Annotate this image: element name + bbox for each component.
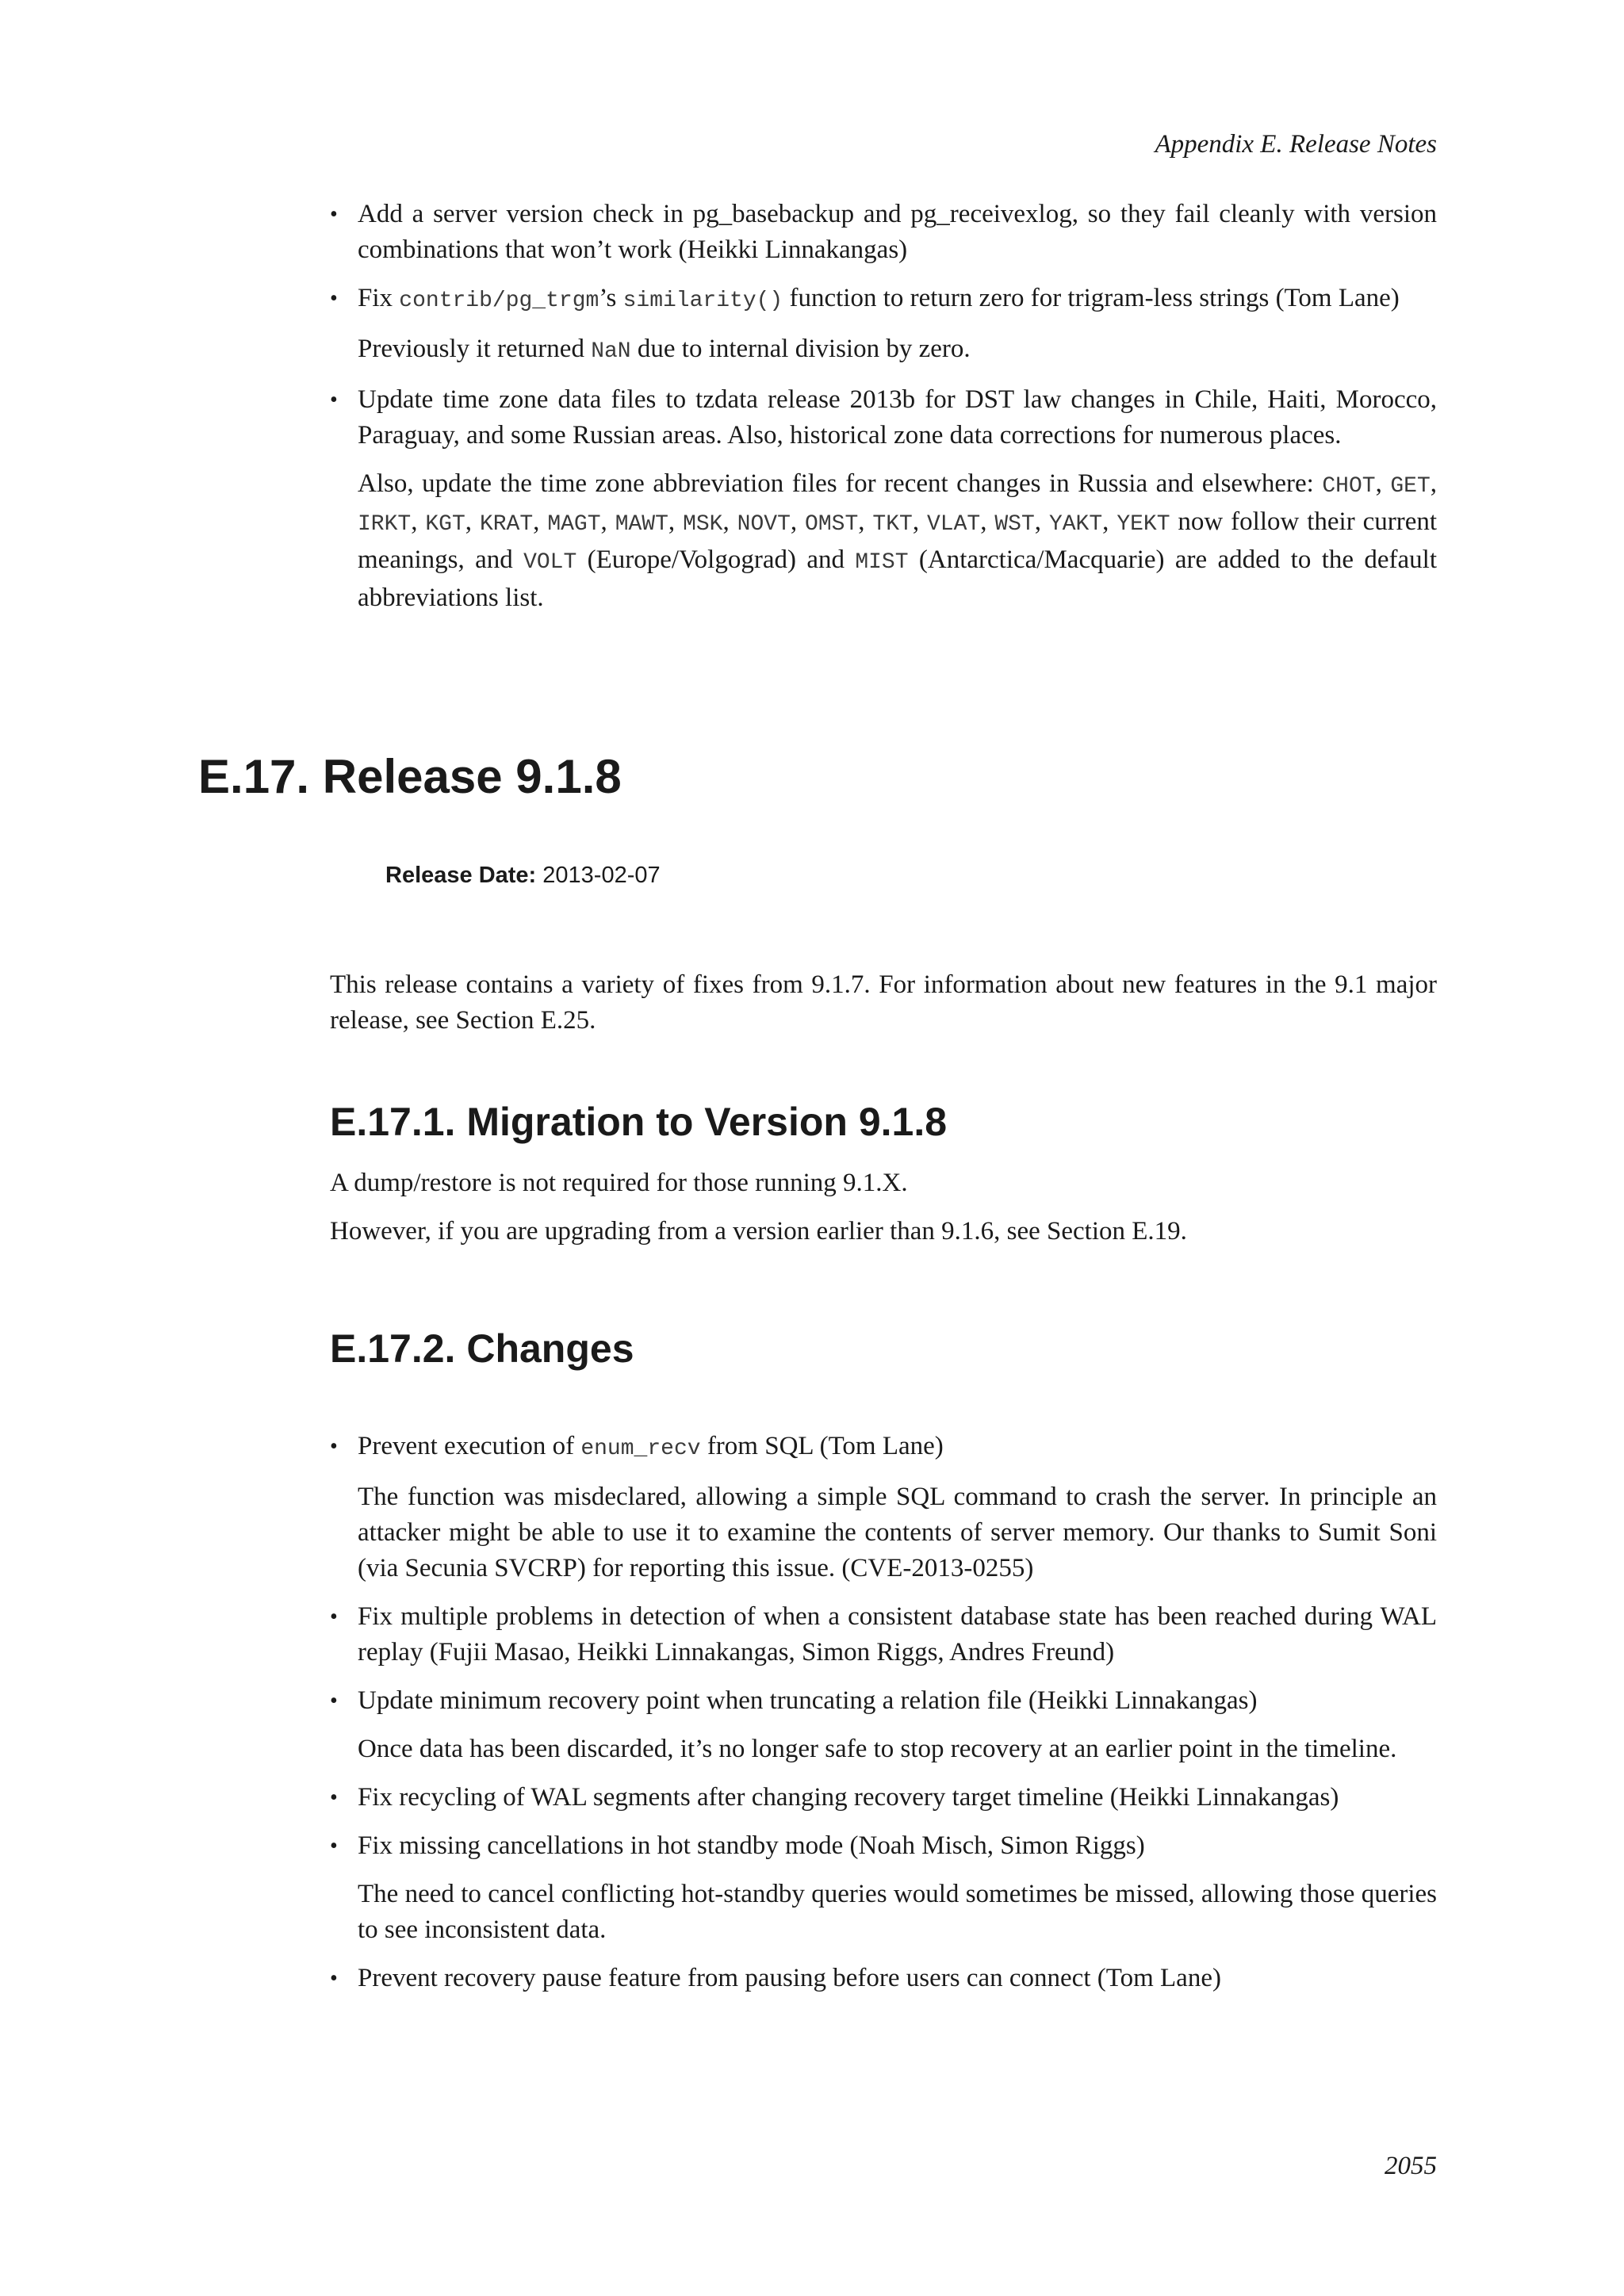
timezone-abbrev: YEKT [1116,512,1170,537]
timezone-abbrev: TKT [872,512,913,537]
code-enum-recv: enum_recv [580,1437,701,1461]
release-date [385,859,661,891]
item-note: Once data has been discarded, it’s no longer safe to stop recovery at an earlier point in the timeline. [358,1735,1397,1763]
page-number: 2055 [1385,2152,1437,2180]
timezone-abbrev: MAWT [615,512,668,537]
item-text: • Fix recycling of WAL segments after changing recovery target timeline (Heikki Linnakangas) [358,1783,1339,1812]
item-text: • Update minimum recovery point when truncating a relation file (Heikki Linnakangas) [358,1686,1258,1715]
list-item [330,1683,1437,1767]
changes-heading: E.17.2. Changes [330,1326,634,1371]
timezone-abbrev: YAKT [1048,512,1103,537]
timezone-abbrev: GET [1390,474,1431,499]
intro-paragraph: This release contains a variety of fixes from 9.1.7. For information about new features in the 9.1 major release, see Section E.25. [330,970,1437,1035]
section-intro [330,967,1437,1039]
migration-heading: E.17.1. Migration to Version 9.1.8 [330,1100,948,1144]
item-note: Also, update the time zone abbreviation files for recent changes in Russia and elsewhere: CHOT, GET, IRKT, KGT, KRAT, MAGT, MAWT, MSK, NOVT, OMST, TKT, VLAT, WST, YAKT, YEKT now follow their current meanings, and VOLT (Europe/Volgograd) and MIST (Antarctica/Macquarie) are added to the default abbreviations list. [358,469,1438,612]
list-item [330,382,1437,616]
timezone-abbrev: CHOT [1322,474,1376,499]
list-item [330,281,1437,369]
top-bullet-list [330,197,1437,629]
code-nan: NaN [591,339,631,364]
changes-list [330,1429,1437,2009]
list-item [330,1961,1437,1996]
timezone-abbrev: VLAT [926,512,981,537]
item-text: • Fix multiple problems in detection of when a consistent database state has been reached during WAL replay (Fujii Masao, Heikki Linnakangas, Simon Riggs, Andres Freund) [358,1602,1437,1667]
timezone-abbrev: OMST [805,512,859,537]
timezone-abbrev: KGT [425,512,465,537]
timezone-abbrev: IRKT [358,512,412,537]
item-text: • Fix contrib/pg_trgm’s similarity() function to return zero for trigram-less strings (Tom Lane) [358,284,1400,313]
list-item [330,1599,1437,1670]
list-item [330,1828,1437,1948]
code-mist: MIST [855,550,909,575]
timezone-abbrev: MSK [683,512,723,537]
list-item [330,1429,1437,1586]
code-similarity: similarity() [622,289,783,313]
list-item [330,197,1437,268]
timezone-abbrev: WST [994,512,1035,537]
timezone-abbrev: KRAT [479,512,534,537]
code-pg-trgm: contrib/pg_trgm [399,289,599,313]
item-note: The function was misdeclared, allowing a simple SQL command to crash the server. In principle an attacker might be able to use it to examine the contents of server memory. Our thanks to Sumit Soni (via Secunia SVCRP) for reporting this issue. (CVE-2013-0255) [358,1483,1437,1582]
release-date-value: 2013-02-07 [542,863,661,888]
item-note: The need to cancel conflicting hot-standby queries would sometimes be missed, allowing those queries to see inconsistent data. [358,1880,1437,1944]
running-header: Appendix E. Release Notes [1155,130,1437,159]
migration-body [330,1165,1437,1249]
timezone-abbrev: NOVT [737,512,791,537]
item-text: • Prevent recovery pause feature from pausing before users can connect (Tom Lane) [358,1964,1221,1992]
migration-paragraph-2: However, if you are upgrading from a version earlier than 9.1.6, see Section E.19. [330,1217,1187,1246]
item-text: • Fix missing cancellations in hot standby mode (Noah Misch, Simon Riggs) [358,1831,1145,1860]
item-text: • Prevent execution of enum_recv from SQL (Tom Lane) [358,1432,944,1461]
item-text: • Update time zone data files to tzdata release 2013b for DST law changes in Chile, Haiti, Morocco, Paraguay, and some Russian areas. Also, historical zone data corrections for numerous places. [358,385,1437,450]
timezone-abbrev-list: CHOT, GET, IRKT, KGT, KRAT, MAGT, MAWT, MSK, NOVT, OMST, TKT, VLAT, WST, YAKT, YEKT [358,469,1438,537]
migration-paragraph-1: A dump/restore is not required for those running 9.1.X. [330,1169,908,1197]
item-text: • Add a server version check in pg_basebackup and pg_receivexlog, so they fail cleanly with version combinations that won’t work (Heikki Linnakangas) [358,200,1437,264]
section-title: E.17. Release 9.1.8 [198,750,622,803]
code-volt: VOLT [523,550,577,575]
timezone-abbrev: MAGT [547,512,601,537]
release-date-label: Release Date: [385,863,537,888]
item-note: Previously it returned NaN due to internal division by zero. [358,335,971,364]
list-item [330,1780,1437,1816]
